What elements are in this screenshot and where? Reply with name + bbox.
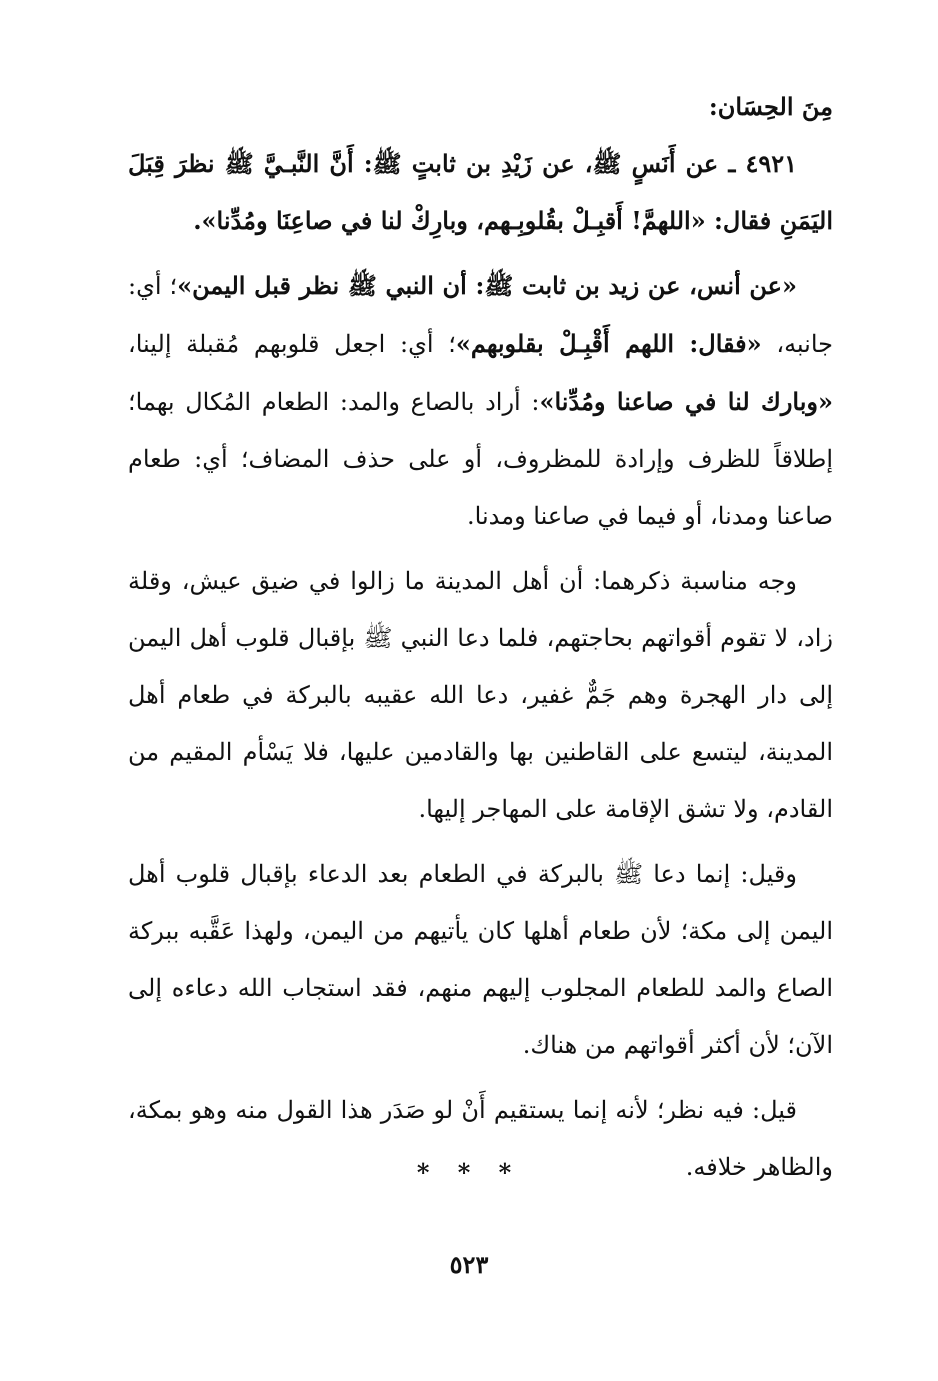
quoted-supplication: «فقال: اللهم أَقْبِـلْ بقلوبهم» xyxy=(455,329,762,358)
commentary-paragraph-1 xyxy=(128,257,833,545)
hadith-text: أَنَّ النَّبـيَّ ﷺ نظرَ قِبَلَ اليَمَنِ فقال: «اللهمَّ! أَقبِـلْ بقُلوبِـهم، وبارِكْ لنا في صاعِنَا ومُدِّنا». xyxy=(128,149,833,235)
explanation-text: : أراد بالصاع والمد: الطعام المُكال بهما؛ إطلاقاً للظرف وإرادة للمظروف، أو على حذف المضاف؛ أي: طعام صاعنا ومدنا، أو فيما في صاعنا ومدنا. xyxy=(128,388,833,530)
quoted-chain: «عن أنس، عن زيد بن ثابت ﷺ: أن النبي ﷺ نظر قبل اليمن» xyxy=(177,271,798,300)
hadith-paragraph xyxy=(128,135,833,249)
commentary-paragraph-4: قيل: فيه نظر؛ لأنه إنما يستقيم أَنْ لو صَدَر هذا القول منه وهو بمكة، والظاهر خلافه. xyxy=(128,1096,833,1181)
quoted-blessing: «وبارك لنا في صاعنا ومُدِّنا» xyxy=(539,387,833,416)
page-body xyxy=(128,78,833,1196)
section-heading: مِنَ الحِسَان: xyxy=(708,92,833,121)
commentary-paragraph-2: وجه مناسبة ذكرهما: أن أهل المدينة ما زالوا في ضيق عيش، وقلة زاد، لا تقوم أقواتهم بحاجتهم، فلما دعا النبي ﷺ بإقبال قلوب أهل اليمن إلى دار الهجرة وهم جَمٌّ غفير، دعا الله عقيبه بالبركة في طعام أهل المدينة، ليتسع على القاطنين بها والقادمين عليها، فلا يَسْأم المقيم من القادم، ولا تشق الإقامة على المهاجر إليها. xyxy=(128,567,833,823)
explanation-text: ؛ أي: جانبه، xyxy=(128,272,833,358)
section-separator: * * * xyxy=(416,1158,522,1187)
explanation-text: ؛ أي: اجعل قلوبهم مُقبلة إلينا، xyxy=(128,330,456,358)
page-number: ٥٢٣ xyxy=(449,1250,489,1279)
commentary-paragraph-3: وقيل: إنما دعا ﷺ بالبركة في الطعام بعد الدعاء بإقبال قلوب أهل اليمن إلى مكة؛ لأن طعام أهلها كان يأتيهم من اليمن، ولهذا عَقَّبه ببركة الصاع والمد للطعام المجلوب إليهم منهم، فقد استجاب الله دعاءه إلى الآن؛ لأن أكثر أقواتهم من هناك. xyxy=(128,860,833,1059)
hadith-chain: ٤٩٢١ ـ عن أَنَسٍ ﷺ، عن زَيْدِ بن ثابتٍ ﷺ: xyxy=(363,149,798,178)
